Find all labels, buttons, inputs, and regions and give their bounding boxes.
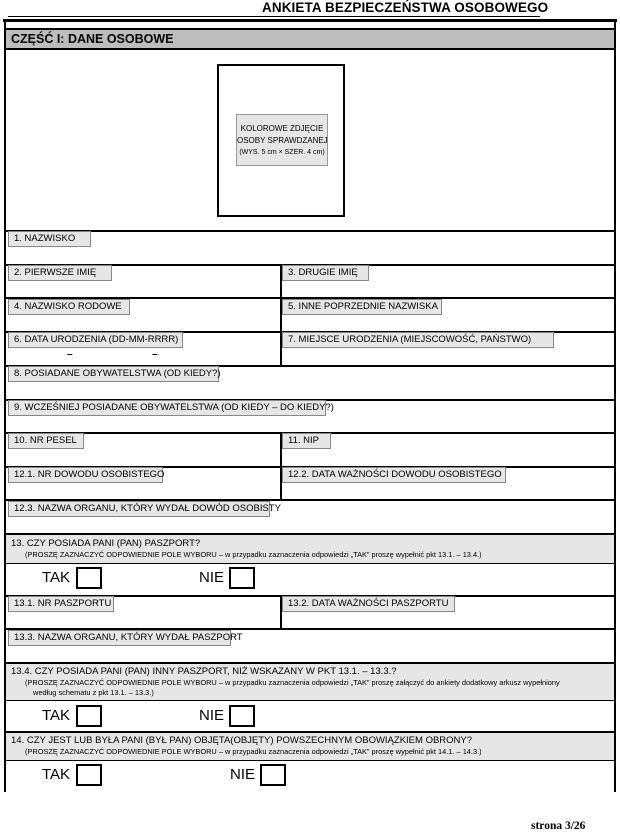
row-divider <box>6 230 614 232</box>
q13-no-label: NIE <box>199 569 225 586</box>
question-13-4-text: 13.4. CZY POSIADA PANI (PAN) INNY PASZPORT, NIŻ WSKAZANY W PKT 13.1. – 13.3.? <box>11 666 397 677</box>
field-passport-issuer-label: 13.3. NAZWA ORGANU, KTÓRY WYDAŁ PASZPORT <box>8 630 231 646</box>
photo-frame[interactable] <box>217 64 345 217</box>
q13-4-no-checkbox[interactable] <box>229 705 255 727</box>
field-birth-place-label: 7. MIEJSCE URODZENIA (MIEJSCOWOŚĆ, PAŃSTWO) <box>282 332 554 348</box>
page-number: strona 3/26 <box>531 820 586 832</box>
q13-4-no-label: NIE <box>199 707 225 724</box>
q14-no-checkbox[interactable] <box>260 764 286 786</box>
birth-date-separator: – <box>152 349 158 360</box>
field-second-name-label: 3. DRUGIE IMIĘ <box>282 265 369 281</box>
question-13-4-note: (PROSZĘ ZAZNACZYĆ ODPOWIEDNIE POLE WYBORU – w przypadku zaznaczenia odpowiedzi „TAK” proszę załączyć do ankiety dodatkowy arkusz wypełniony <box>25 678 560 687</box>
q14-yes-checkbox[interactable] <box>76 764 102 786</box>
field-nip-label: 11. NIP <box>282 433 331 449</box>
photo-line-2: OSOBY SPRAWDZANEJ <box>237 136 328 145</box>
title-underline <box>8 16 540 17</box>
row-divider <box>6 760 614 761</box>
photo-instructions <box>236 114 328 166</box>
form <box>4 22 616 792</box>
field-first-name-label: 2. PIERWSZE IMIĘ <box>8 265 112 281</box>
field-passport-number-label: 13.1. NR PASZPORTU <box>8 596 114 612</box>
field-surname-label: 1. NAZWISKO <box>8 231 91 247</box>
section-header <box>6 28 614 50</box>
q13-4-yes-checkbox[interactable] <box>76 705 102 727</box>
field-pesel-label: 10. NR PESEL <box>8 433 84 449</box>
field-birth-date-label: 6. DATA URODZENIA (DD-MM-RRRR) <box>8 332 183 348</box>
field-previous-citizenship-label: 9. WCZEŚNIEJ POSIADANE OBYWATELSTWA (OD KIEDY – DO KIEDY?) <box>8 400 326 416</box>
question-14-text: 14. CZY JEST LUB BYŁA PANI (BYŁ PAN) OBJĘTA(OBJĘTY) POWSZECHNYM OBOWIĄZKIEM OBRONY? <box>11 735 473 746</box>
question-14-note: (PROSZĘ ZAZNACZYĆ ODPOWIEDNIE POLE WYBORU – w przypadku zaznaczenia odpowiedzi „TAK” proszę wypełnić pkt 14.1. – 14.3.) <box>25 747 482 756</box>
field-id-issuer-label: 12.3. NAZWA ORGANU, KTÓRY WYDAŁ DOWÓD OSOBISTY <box>8 501 270 517</box>
field-id-number-label: 12.1. NR DOWODU OSOBISTEGO <box>8 467 163 483</box>
document-title: ANKIETA BEZPIECZEŃSTWA OSOBOWEGO <box>262 0 549 15</box>
section-title: CZĘŚĆ I: DANE OSOBOWE <box>11 32 174 46</box>
question-13-4-note: według schematu z pkt 13.1. – 13.3.) <box>33 688 154 697</box>
q14-yes-label: TAK <box>42 766 71 783</box>
q13-4-yes-label: TAK <box>42 707 71 724</box>
row-divider <box>6 700 614 701</box>
q13-yes-checkbox[interactable] <box>76 567 102 589</box>
field-previous-names-label: 5. INNE POPRZEDNIE NAZWISKA <box>282 299 442 315</box>
question-13-text: 13. CZY POSIADA PANI (PAN) PASZPORT? <box>11 538 201 549</box>
photo-line-1: KOLOROWE ZDJĘCIE <box>240 124 324 133</box>
field-id-expiry-label: 12.2. DATA WAŻNOŚCI DOWODU OSOBISTEGO <box>282 467 506 483</box>
field-citizenship-label: 8. POSIADANE OBYWATELSTWA (OD KIEDY?) <box>8 366 219 382</box>
question-13-note: (PROSZĘ ZAZNACZYĆ ODPOWIEDNIE POLE WYBORU – w przypadku zaznaczenia odpowiedzi „TAK” proszę wypełnić pkt 13.1. – 13.4.) <box>25 550 482 559</box>
field-family-name-label: 4. NAZWISKO RODOWE <box>8 299 130 315</box>
birth-date-separator: – <box>67 349 73 360</box>
row-divider <box>6 563 614 564</box>
q14-no-label: NIE <box>230 766 256 783</box>
q13-no-checkbox[interactable] <box>229 567 255 589</box>
q13-yes-label: TAK <box>42 569 71 586</box>
photo-line-3: (WYS. 5 cm × SZER. 4 cm) <box>239 149 325 156</box>
field-passport-expiry-label: 13.2. DATA WAŻNOŚCI PASZPORTU <box>282 596 455 612</box>
